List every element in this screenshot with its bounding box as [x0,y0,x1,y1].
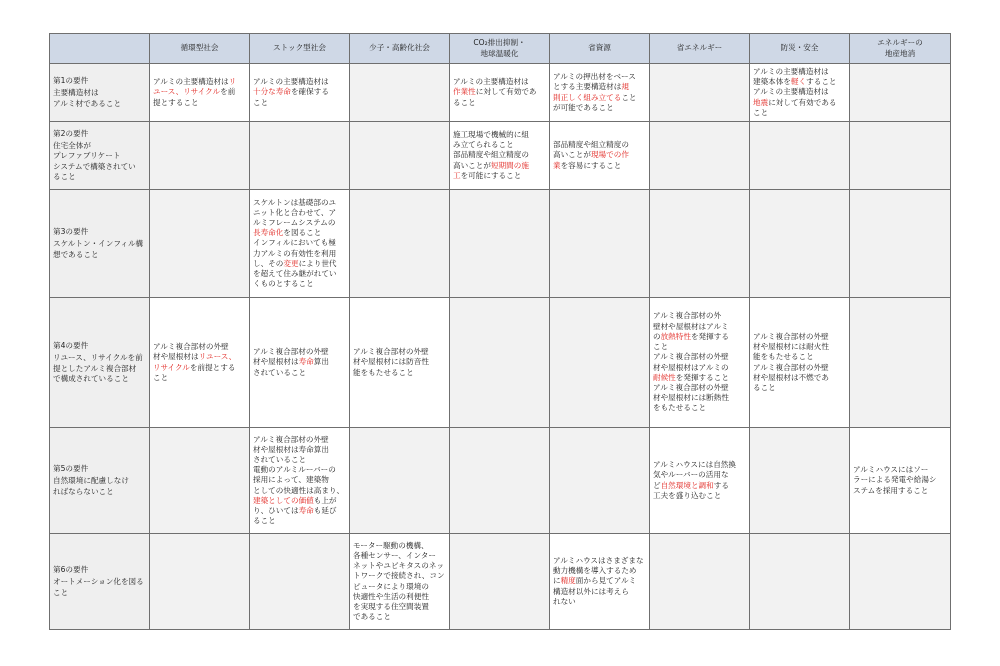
cell-text: を可能にすること [460,170,522,180]
cell-text: を確保する [290,87,329,97]
column-header: エネルギーの 地産地消 [850,34,951,64]
cell-text: アルミ複合部材の外 [653,311,722,321]
matrix-cell [550,64,650,122]
empty-cell [150,428,250,534]
header-corner [50,34,150,64]
cell-text: ネットやユビキタスのネッ [353,561,445,571]
matrix-cell [350,298,450,428]
cell-text: トワークで接続され、コン [353,571,445,581]
column-header: ストック型社会 [250,34,350,64]
empty-cell [350,190,450,298]
requirement-row [50,534,951,630]
empty-cell [650,190,750,298]
matrix-cell [650,428,750,534]
empty-cell [850,64,951,122]
empty-cell [450,534,550,630]
cell-text: アルミの主要構造材は [753,66,829,76]
cell-text: に [553,576,561,586]
cell-text: こと [253,97,269,107]
requirement-description: こと [53,587,69,597]
highlight-text: 現場での作 [590,150,629,160]
column-header: 省エネルギー [650,34,750,64]
empty-cell [850,298,951,428]
empty-cell [850,190,951,298]
cell-text: アルミ複合部材の外壁 [753,362,829,372]
cell-text: をもたせること [653,403,707,413]
cell-text: を図ること [283,228,322,238]
header-row [50,34,951,64]
cell-text: が可能であること [553,102,614,112]
highlight-text: 軽く [790,77,807,87]
cell-text: 材や屋根材には防音性 [353,357,429,367]
column-header: 省資源 [550,34,650,64]
empty-cell [750,428,850,534]
cell-text: を前 [220,87,236,97]
cell-text: ること [453,97,476,107]
cell-text: の [653,331,661,341]
highlight-text: 規 [621,82,629,92]
cell-text: アルミ複合部材の外壁 [753,331,829,341]
highlight-text: 長寿命化 [253,228,284,238]
highlight-text: 作業性 [453,87,476,97]
requirement-number: 第6の要件 [53,565,89,575]
cell-text: を前提とする [189,362,236,372]
cell-text: アルミの押出材をベース [553,72,636,82]
highlight-text: リサイクル [153,362,190,372]
cell-text: こと [621,92,637,102]
matrix-cell [250,428,350,534]
cell-text: スケルトンは基礎部のユ [253,197,337,207]
cell-text: ステムを採用すること [853,485,929,495]
requirement-row [50,190,951,298]
requirement-description: 住宅全体が [53,141,91,151]
highlight-text: 地震 [753,97,769,107]
cell-text: されていること [253,454,307,464]
cell-text: 提とすること [153,97,199,107]
highlight-text: 則正しく組み立てる [553,92,622,102]
cell-text: 能をもたせること [753,352,814,362]
empty-cell [350,64,450,122]
requirement-description: オートメーション化を図る [53,577,144,587]
cell-text: を実現する住空間装置 [353,601,429,611]
cell-text: アルミ複合部材の外壁 [253,434,329,444]
cell-text: 建築本体を [753,77,791,87]
cell-text: ラーによる発電や給湯シ [853,475,937,485]
highlight-text: 寿命 [298,357,314,367]
cell-text: 面から見てアルミ [575,576,637,586]
empty-cell [450,428,550,534]
cell-text: アルミ複合部材の外壁 [253,347,329,357]
highlight-text: 短期間の施 [490,160,529,170]
empty-cell [150,190,250,298]
matrix-cell [350,534,450,630]
requirement-number: 第3の要件 [53,227,89,237]
requirement-description: アルミ材であること [53,98,122,108]
empty-cell [750,190,850,298]
requirement-label-cell [50,298,150,428]
highlight-text: 精度 [560,576,576,586]
cell-text: 高いことが [553,150,591,160]
cell-text: 各種センサー、インター [353,550,436,560]
cell-text: り、ひいては [253,506,299,515]
cell-text: 気やルーバーの活用な [653,470,729,480]
cell-text: アルミ複合部材の外壁 [353,347,429,357]
cell-text: 部品精度や組立精度の [553,140,629,150]
cell-text: に対して有効である [768,97,837,107]
cell-text: ニット化と合わせて、ア [253,207,337,217]
cell-text: こと [753,107,769,117]
cell-text: アルミの主要構造材は [153,77,229,87]
requirement-description: システムで構築されてい [53,161,136,171]
highlight-text: ユース、リサイクル [153,87,221,97]
highlight-text: 工 [453,170,461,180]
cell-text: 動力機構を導入するため [553,566,637,576]
highlight-text: 放熱特性 [660,331,691,341]
requirement-description: で構成されていること [53,373,129,383]
requirement-description: ればならないこと [53,486,114,496]
empty-cell [450,298,550,428]
cell-text: 施工現場で機械的に組 [453,129,529,139]
cell-text: くものとすること [253,279,314,289]
highlight-text: 寿命 [298,506,314,515]
highlight-text: 建築としての価値 [253,495,314,505]
column-header: 少子・高齢化社会 [350,34,450,64]
requirement-row [50,122,951,190]
empty-cell [650,534,750,630]
highlight-text: リ [228,77,237,87]
cell-text: も上が [313,495,337,505]
cell-text: こと [653,342,669,352]
matrix-cell [250,298,350,428]
matrix-cell [450,122,550,190]
cell-text: 材や屋根材には耐火性 [753,342,829,352]
cell-text: アルミの主要構造材は [253,77,329,87]
empty-cell [650,122,750,190]
empty-cell [350,428,450,534]
empty-cell [550,298,650,428]
highlight-text: 変更 [283,258,299,268]
requirement-row [50,298,951,428]
empty-cell [650,64,750,122]
cell-text: アルミの主要構造材は [453,77,529,87]
cell-text: であること [353,612,391,622]
matrix-cell [450,64,550,122]
cell-text: 材や屋根材は寿命算出 [253,444,329,454]
column-header: 循環型社会 [150,34,250,64]
cell-text: ど [653,480,661,490]
requirements-matrix [49,33,951,630]
highlight-text: 自然環境と調和 [660,480,714,490]
cell-text: 材や屋根材は [253,357,299,367]
cell-text: モーター駆動の機構、 [353,540,429,550]
matrix-cell [550,122,650,190]
requirement-label-cell [50,534,150,630]
requirement-label-cell [50,64,150,122]
cell-text: 材や屋根材は [153,352,199,362]
empty-cell [750,534,850,630]
cell-text: し、その [253,258,284,268]
requirement-number: 第1の要件 [53,76,89,86]
requirement-row [50,64,951,122]
requirement-description: スケルトン・インフィル構 [53,239,144,249]
cell-text: ること [253,516,276,526]
cell-text: ピュータにより環境の [353,581,429,591]
cell-text: アルミハウスはさまざまな [553,555,644,565]
cell-text: 材や屋根材には断熱性 [653,393,729,403]
cell-text: 採用によって、建築物 [253,475,329,485]
cell-text: アルミ複合部材の外壁 [653,352,729,362]
cell-text: 算出 [313,357,329,367]
cell-text: こと [153,372,169,382]
highlight-text: 十分な寿命 [253,87,291,97]
cell-text: アルミの主要構造材は [753,87,829,97]
requirement-row [50,428,951,534]
cell-text: も延び [313,506,337,515]
matrix-cell [650,298,750,428]
empty-cell [250,534,350,630]
empty-cell [550,428,650,534]
cell-text: 力アルミの有効性を利用 [253,248,337,258]
cell-text: ること [753,382,776,392]
requirement-label-cell [50,428,150,534]
cell-text: 部品精度や組立精度の [453,150,529,160]
requirement-number: 第5の要件 [53,464,89,474]
cell-text: に対して有効であ [475,87,537,97]
cell-text: 高いことが [453,160,491,170]
matrix-cell [750,64,850,122]
matrix-cell [850,428,951,534]
cell-text: インフィルにおいても極 [253,238,336,248]
empty-cell [350,122,450,190]
cell-text: 壁材や屋根材はアルミ [653,321,729,331]
cell-text: 材や屋根材はアルミの [653,362,729,372]
requirement-description: 自然環境に配慮しなけ [53,476,129,486]
empty-cell [250,122,350,190]
cell-text: とする主要構造材は [553,82,622,92]
matrix-cell [250,190,350,298]
empty-cell [550,190,650,298]
cell-text: 構造材以外には考えら [553,586,629,596]
cell-text: すること [806,77,837,87]
matrix-cell [150,298,250,428]
cell-text: 能をもたせること [353,367,414,377]
highlight-text: リユース、 [198,352,237,362]
cell-text: 工夫を盛り込むこと [653,490,722,500]
cell-text: ルミフレームシステムの [253,217,336,227]
cell-text: アルミ複合部材の外壁 [653,382,729,392]
cell-text: アルミ複合部材の外壁 [153,342,229,352]
requirement-description: 主要構造材は [53,88,99,98]
empty-cell [850,534,951,630]
requirement-description: 提としたアルミ複合部材 [53,363,137,373]
empty-cell [150,534,250,630]
requirement-label-cell [50,190,150,298]
cell-text: 電動のアルミルーバーの [253,465,336,475]
matrix-cell [750,298,850,428]
column-header: 防災・安全 [750,34,850,64]
requirement-number: 第4の要件 [53,341,89,351]
cell-text: を超えて住み継がれてい [253,269,337,278]
cell-text: されていること [253,367,307,377]
matrix-cell [250,64,350,122]
requirement-description: リユース、リサイクルを前 [53,353,143,363]
matrix-cell [550,534,650,630]
empty-cell [450,190,550,298]
cell-text: 快適性や生活の利便性 [353,591,429,601]
cell-text: アルミハウスにはソー [853,465,929,475]
cell-text: としての快適性は高まり、 [253,485,345,495]
cell-text: れない [553,596,576,606]
matrix-cell [150,64,250,122]
cell-text: を容易にすること [560,160,622,170]
requirement-label-cell [50,122,150,190]
cell-text: み立てられること [453,140,514,150]
cell-text: を発揮すること [675,372,729,382]
cell-text: により世代 [298,258,337,268]
highlight-text: 業 [553,160,561,170]
empty-cell [750,122,850,190]
cell-text: を発揮する [690,331,729,341]
requirement-description: ること [53,171,76,181]
empty-cell [850,122,951,190]
cell-text: する [713,480,729,490]
cell-text: 材や屋根材は不燃であ [753,372,829,382]
cell-text: アルミハウスには自然換 [653,460,736,470]
highlight-text: 耐候性 [653,372,676,382]
empty-cell [150,122,250,190]
requirement-number: 第2の要件 [53,128,89,138]
requirement-description: 想であること [53,249,99,259]
column-header: CO₂排出抑制・ 地球温暖化 [450,34,550,64]
requirement-description: プレファブリケート [53,151,121,161]
